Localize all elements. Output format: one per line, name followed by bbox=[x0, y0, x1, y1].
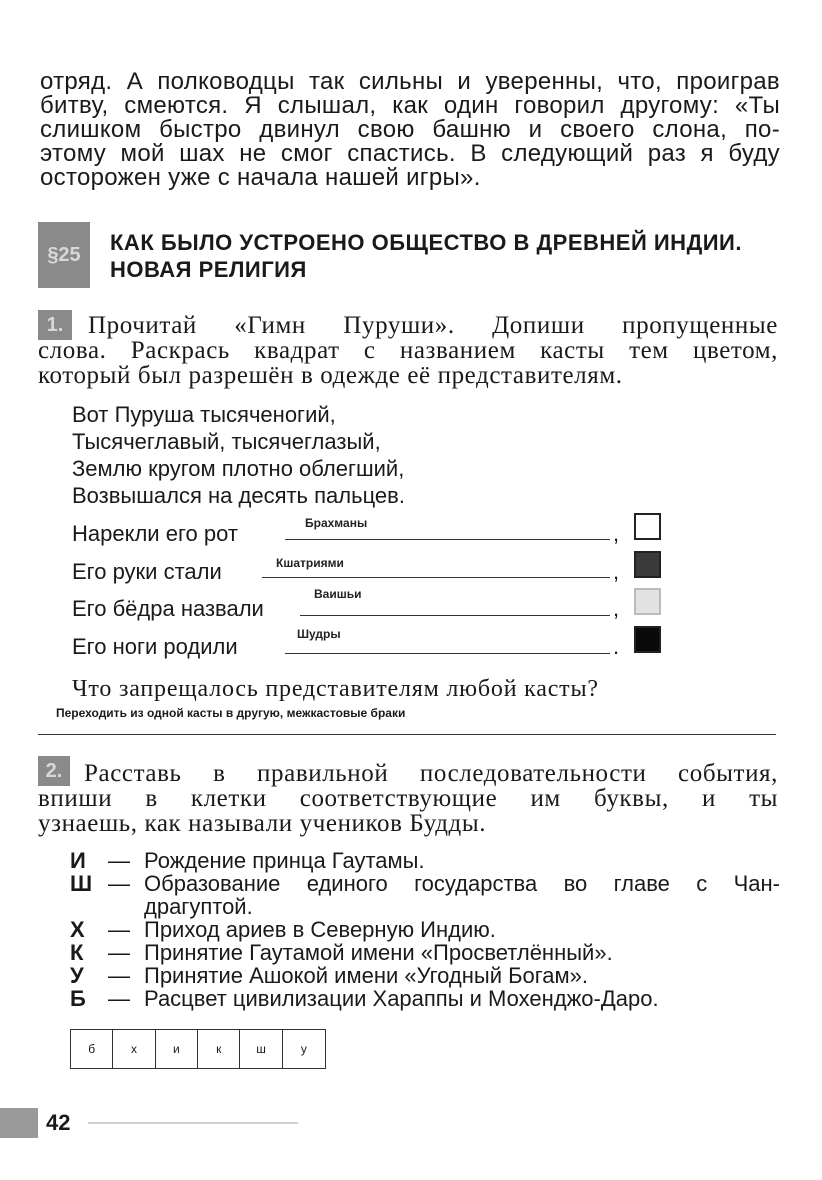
page-number: 42 bbox=[46, 1110, 71, 1135]
grid-cell[interactable] bbox=[156, 1030, 198, 1068]
answer-text: Кшатриями bbox=[276, 556, 344, 570]
grid-cell-letter: к bbox=[216, 1042, 222, 1056]
grid-cell[interactable] bbox=[113, 1030, 155, 1068]
section-title bbox=[110, 229, 790, 283]
event-dash: — bbox=[108, 848, 130, 873]
task1-question: Что запрещалось представителям любой касты? bbox=[72, 676, 599, 702]
event-text: Принятие Ашокой имени «Угодный Богам». bbox=[144, 963, 589, 988]
event-letter: Ш bbox=[70, 871, 93, 896]
task1-number: 1. bbox=[46, 313, 64, 336]
page-corner-shade bbox=[0, 1108, 38, 1138]
task2-line: узнаешь, как называли учеников Будды. bbox=[38, 810, 487, 837]
poem bbox=[72, 401, 672, 509]
grid-cell-letter: б bbox=[88, 1042, 96, 1056]
event-text bbox=[144, 872, 780, 918]
answer-text: Брахманы bbox=[305, 516, 368, 530]
event-item bbox=[70, 964, 780, 987]
answer-line[interactable] bbox=[285, 516, 610, 540]
event-dash: — bbox=[108, 940, 130, 965]
event-text-line: Образование единого государства во главе с Чан- bbox=[144, 871, 780, 896]
event-letter: У bbox=[70, 963, 84, 988]
section-badge bbox=[38, 222, 90, 288]
event-item bbox=[70, 987, 780, 1010]
task1-question-answer: Переходить из одной касты в другую, межкастовые браки bbox=[56, 706, 406, 720]
grid-cell-letter: х bbox=[131, 1042, 138, 1056]
poem-line: Возвышался на десять пальцев. bbox=[72, 483, 405, 508]
event-dash: — bbox=[108, 917, 130, 942]
event-dash: — bbox=[108, 963, 130, 988]
intro-line: осторожен уже с начала нашей игры». bbox=[40, 164, 481, 191]
answer-text: Ваишьи bbox=[314, 587, 362, 601]
grid-cell[interactable] bbox=[71, 1030, 113, 1068]
event-text-line: драгуптой. bbox=[144, 894, 253, 919]
intro-paragraph bbox=[40, 70, 780, 190]
event-letter: И bbox=[70, 848, 86, 873]
caste-color-box[interactable] bbox=[634, 551, 661, 578]
section-title-line2: НОВАЯ РЕЛИГИЯ bbox=[110, 257, 307, 282]
task1-instructions bbox=[38, 313, 778, 388]
section-title-line1: КАК БЫЛО УСТРОЕНО ОБЩЕСТВО В ДРЕВНЕЙ ИНДИИ. bbox=[110, 230, 742, 255]
event-list bbox=[70, 849, 780, 1010]
row-punct: . bbox=[613, 634, 620, 659]
event-text: Расцвет цивилизации Хараппы и Мохенджо-Даро. bbox=[144, 986, 659, 1011]
task2-line: Расставь в правильной последовательности события, bbox=[84, 760, 778, 787]
caste-color-box[interactable] bbox=[634, 626, 661, 653]
row-punct: , bbox=[613, 596, 620, 621]
event-dash: — bbox=[108, 986, 130, 1011]
task1-line: Прочитай «Гимн Пуруши». Допиши пропущенные bbox=[88, 312, 778, 339]
grid-cell[interactable] bbox=[240, 1030, 282, 1068]
row-label: Нарекли его рот bbox=[72, 521, 238, 546]
row-punct: , bbox=[613, 559, 620, 584]
section-badge-text: §25 bbox=[47, 243, 81, 266]
event-text: Рождение принца Гаутамы. bbox=[144, 848, 425, 873]
event-item bbox=[70, 918, 780, 941]
grid-cell-letter: у bbox=[300, 1042, 307, 1056]
task2-line: впиши в клетки соответствующие им буквы, и ты bbox=[38, 785, 778, 812]
footer-line bbox=[88, 1122, 298, 1124]
caste-color-box[interactable] bbox=[634, 513, 661, 540]
intro-line: отряд. А полководцы так сильны и уверенны, что, проиграв bbox=[40, 68, 780, 95]
answer-grid bbox=[70, 1029, 326, 1069]
grid-cell[interactable] bbox=[198, 1030, 240, 1068]
answer-text: Шудры bbox=[297, 627, 341, 641]
event-item bbox=[70, 849, 780, 872]
task2-number: 2. bbox=[45, 759, 63, 782]
row-label: Его бёдра назвали bbox=[72, 596, 264, 621]
intro-line: слишком быстро двинул свою башню и своего слона, по- bbox=[40, 116, 780, 143]
answer-line[interactable] bbox=[262, 554, 610, 578]
event-item bbox=[70, 941, 780, 964]
caste-color-box[interactable] bbox=[634, 588, 661, 615]
event-letter: К bbox=[70, 940, 84, 965]
task1-line: слова. Раскрась квадрат с названием касты тем цветом, bbox=[38, 337, 778, 364]
task1-line: который был разрешён в одежде её представителям. bbox=[38, 362, 623, 389]
row-punct: , bbox=[613, 521, 620, 546]
answer-line[interactable] bbox=[285, 627, 610, 654]
row-label: Его руки стали bbox=[72, 559, 222, 584]
event-dash: — bbox=[108, 871, 130, 896]
event-text: Приход ариев в Северную Индию. bbox=[144, 917, 496, 942]
row-label: Его ноги родили bbox=[72, 634, 238, 659]
answer-underline[interactable] bbox=[38, 734, 776, 735]
answer-line[interactable] bbox=[300, 587, 610, 616]
event-item bbox=[70, 872, 780, 918]
poem-line: Тысячеглавый, тысячеглазый, bbox=[72, 429, 381, 454]
task2-instructions bbox=[38, 761, 778, 836]
event-text: Принятие Гаутамой имени «Просветлённый». bbox=[144, 940, 613, 965]
event-letter: Х bbox=[70, 917, 85, 942]
grid-cell-letter: ш bbox=[256, 1042, 266, 1056]
event-letter: Б bbox=[70, 986, 86, 1011]
intro-line: этому мой шах не смог спастись. В следующий раз я буду bbox=[40, 140, 780, 167]
grid-cell-letter: и bbox=[173, 1042, 180, 1056]
poem-line: Вот Пуруша тысяченогий, bbox=[72, 402, 336, 427]
intro-line: битву, смеются. Я слышал, как один говорил другому: «Ты bbox=[40, 92, 780, 119]
poem-line: Землю кругом плотно облегший, bbox=[72, 456, 405, 481]
grid-cell[interactable] bbox=[283, 1030, 326, 1068]
